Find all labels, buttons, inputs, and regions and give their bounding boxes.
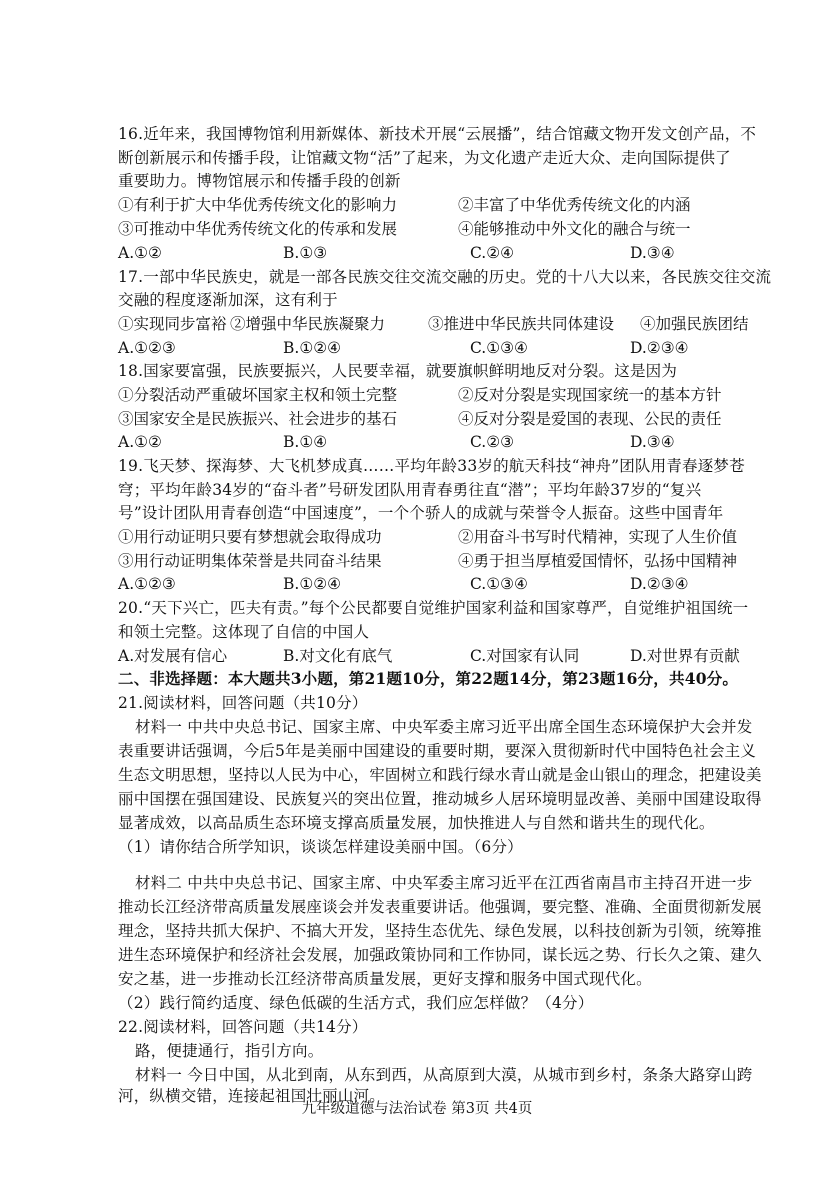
q19-option-b: B.①②④	[283, 575, 342, 593]
q20-option-d: D.对世界有贡献	[630, 647, 740, 665]
section-2-heading: 二、非选择题：本大题共3小题，第21题10分，第22题14分，第23题16分，共40分。	[118, 669, 739, 688]
q18-item-1: ①分裂活动严重破坏国家主权和领土完整	[118, 386, 398, 404]
q21-material-1-line-5: 显著成效，以高品质生态环境支撑高质量发展，加快推进人与自然和谐共生的现代化。	[118, 814, 715, 832]
q17-item-2: ②增强中华民族凝聚力	[230, 315, 386, 333]
q18-option-b: B.①④	[283, 433, 328, 451]
q21-material-1-line-2: 表重要讲话强调，今后5年是美丽中国建设的重要时期，要深入贯彻新时代中国特色社会主义	[118, 742, 757, 760]
q16-option-c: C.②④	[470, 244, 515, 262]
q22-title: 22.阅读材料，回答问题（共14分）	[118, 1018, 368, 1036]
q16-option-b: B.①③	[283, 244, 328, 262]
q19-option-d: D.②③④	[630, 575, 689, 593]
q17-option-c: C.①③④	[470, 339, 528, 357]
q18-stem-line-1: 18.国家要富强，民族要振兴，人民要幸福，就要旗帜鲜明地反对分裂。这是因为	[118, 362, 678, 380]
q17-item-1: ①实现同步富裕	[118, 315, 227, 333]
q21-material-1-line-3: 生态文明思想，坚持以人民为中心，牢固树立和践行绿水青山就是金山银山的理念，把建设美	[118, 766, 762, 784]
q17-option-b: B.①②④	[283, 339, 342, 357]
q18-option-c: C.②③	[470, 433, 515, 451]
q17-option-a: A.①②③	[118, 339, 176, 357]
q19-stem-line-1: 19.飞天梦、探海梦、大飞机梦成真……平均年龄33岁的航天科技“神舟”团队用青春逐梦苍	[118, 457, 745, 475]
q19-item-2: ②用奋斗书写时代精神，实现了人生价值	[458, 528, 738, 546]
q20-stem-line-2: 和领土完整。这体现了自信的中国人	[118, 623, 370, 641]
q21-material-1-line-4: 丽中国摆在强国建设、民族复兴的突出位置，推动城乡人居环境明显改善、美丽中国建设取得	[118, 790, 762, 808]
q16-option-a: A.①②	[118, 244, 162, 262]
q20-option-c: C.对国家有认同	[470, 647, 580, 665]
q22-intro: 路，便捷通行，指引方向。	[135, 1042, 324, 1060]
q19-item-4: ④勇于担当厚植爱国情怀，弘扬中国精神	[458, 552, 738, 570]
q21-material-1-line-1: 材料一 中共中央总书记、国家主席、中央军委主席习近平出席全国生态环境保护大会并发	[135, 718, 753, 736]
q17-stem-line-1: 17.一部中华民族史，就是一部各民族交往交流交融的历史。党的十八大以来，各民族交往交流	[118, 268, 772, 286]
q18-item-3: ③国家安全是民族振兴、社会进步的基石	[118, 410, 398, 428]
q22-material-1-line-1: 材料一 今日中国，从北到南，从东到西，从高原到大漠，从城市到乡村，条条大路穿山跨	[135, 1066, 753, 1084]
q16-item-2: ②丰富了中华优秀传统文化的内涵	[458, 196, 691, 214]
q22-material-1-line-2: 河，纵横交错，连接起祖国壮丽山河。	[118, 1087, 385, 1105]
q16-stem-line-3: 重要助力。博物馆展示和传播手段的创新	[118, 172, 401, 190]
page-footer: 九年级道德与法治试卷 第3页 共4页	[301, 1101, 533, 1117]
q21-subquestion-1: （1）请你结合所学知识，谈谈怎样建设美丽中国。（6分）	[118, 838, 523, 856]
q18-option-a: A.①②	[118, 433, 162, 451]
q18-item-2: ②反对分裂是实现国家统一的基本方针	[458, 386, 722, 404]
q16-item-4: ④能够推动中外文化的融合与统一	[458, 220, 691, 238]
q17-item-4: ④加强民族团结	[640, 315, 749, 333]
q21-title: 21.阅读材料，回答问题（共10分）	[118, 694, 368, 712]
q20-option-b: B.对文化有底气	[283, 647, 393, 665]
q21-material-2-line-1: 材料二 中共中央总书记、国家主席、中央军委主席习近平在江西省南昌市主持召开进一步	[135, 874, 753, 892]
q20-option-a: A.对发展有信心	[118, 647, 228, 665]
q16-item-1: ①有利于扩大中华优秀传统文化的影响力	[118, 196, 398, 214]
q16-stem-line-2: 断创新展示和传播手段，让馆藏文物“活”了起来，为文化遗产走近大众、走向国际提供了	[118, 149, 731, 167]
q21-subquestion-2: （2）践行简约适度、绿色低碳的生活方式，我们应怎样做？（4分）	[118, 994, 594, 1012]
q16-item-3: ③可推动中华优秀传统文化的传承和发展	[118, 220, 398, 238]
q16-stem-line-1: 16.近年来，我国博物馆利用新媒体、新技术开展“云展播”，结合馆藏文物开发文创产品，不	[118, 125, 757, 143]
q19-item-3: ③用行动证明集体荣誉是共同奋斗结果	[118, 552, 382, 570]
q18-option-d: D.③④	[630, 433, 675, 451]
q18-item-4: ④反对分裂是爱国的表现、公民的责任	[458, 410, 722, 428]
q19-option-a: A.①②③	[118, 575, 176, 593]
q17-stem-line-2: 交融的程度逐渐加深，这有利于	[118, 291, 338, 309]
q21-material-2-line-3: 理念，坚持共抓大保护、不搞大开发，坚持生态优先、绿色发展，以科技创新为引领，统筹推	[118, 922, 762, 940]
q20-stem-line-1: 20.“天下兴亡，匹夫有责。”每个公民都要自觉维护国家利益和国家尊严，自觉维护祖国统一	[118, 599, 749, 617]
q17-option-d: D.②③④	[630, 339, 689, 357]
q21-material-2-line-4: 进生态环境保护和经济社会发展，加强政策协同和工作协同，谋长远之势、行长久之策、建久	[118, 946, 762, 964]
q21-material-2-line-2: 推动长江经济带高质量发展座谈会并发表重要讲话。他强调，要完整、准确、全面贯彻新发展	[118, 898, 762, 916]
q19-item-1: ①用行动证明只要有梦想就会取得成功	[118, 528, 382, 546]
q19-stem-line-2: 穹；平均年龄34岁的“奋斗者”号研发团队用青春勇往直“潜”；平均年龄37岁的“复兴	[118, 481, 702, 499]
q17-item-3: ③推进中华民族共同体建设	[428, 315, 615, 333]
q21-material-2-line-5: 安之基，进一步推动长江经济带高质量发展，更好支撑和服务中国式现代化。	[118, 970, 652, 988]
q16-option-d: D.③④	[630, 244, 675, 262]
q19-option-c: C.①③④	[470, 575, 528, 593]
q19-stem-line-3: 号”设计团队用青春创造“中国速度”，一个个骄人的成就与荣誉令人振奋。这些中国青年	[118, 504, 724, 522]
